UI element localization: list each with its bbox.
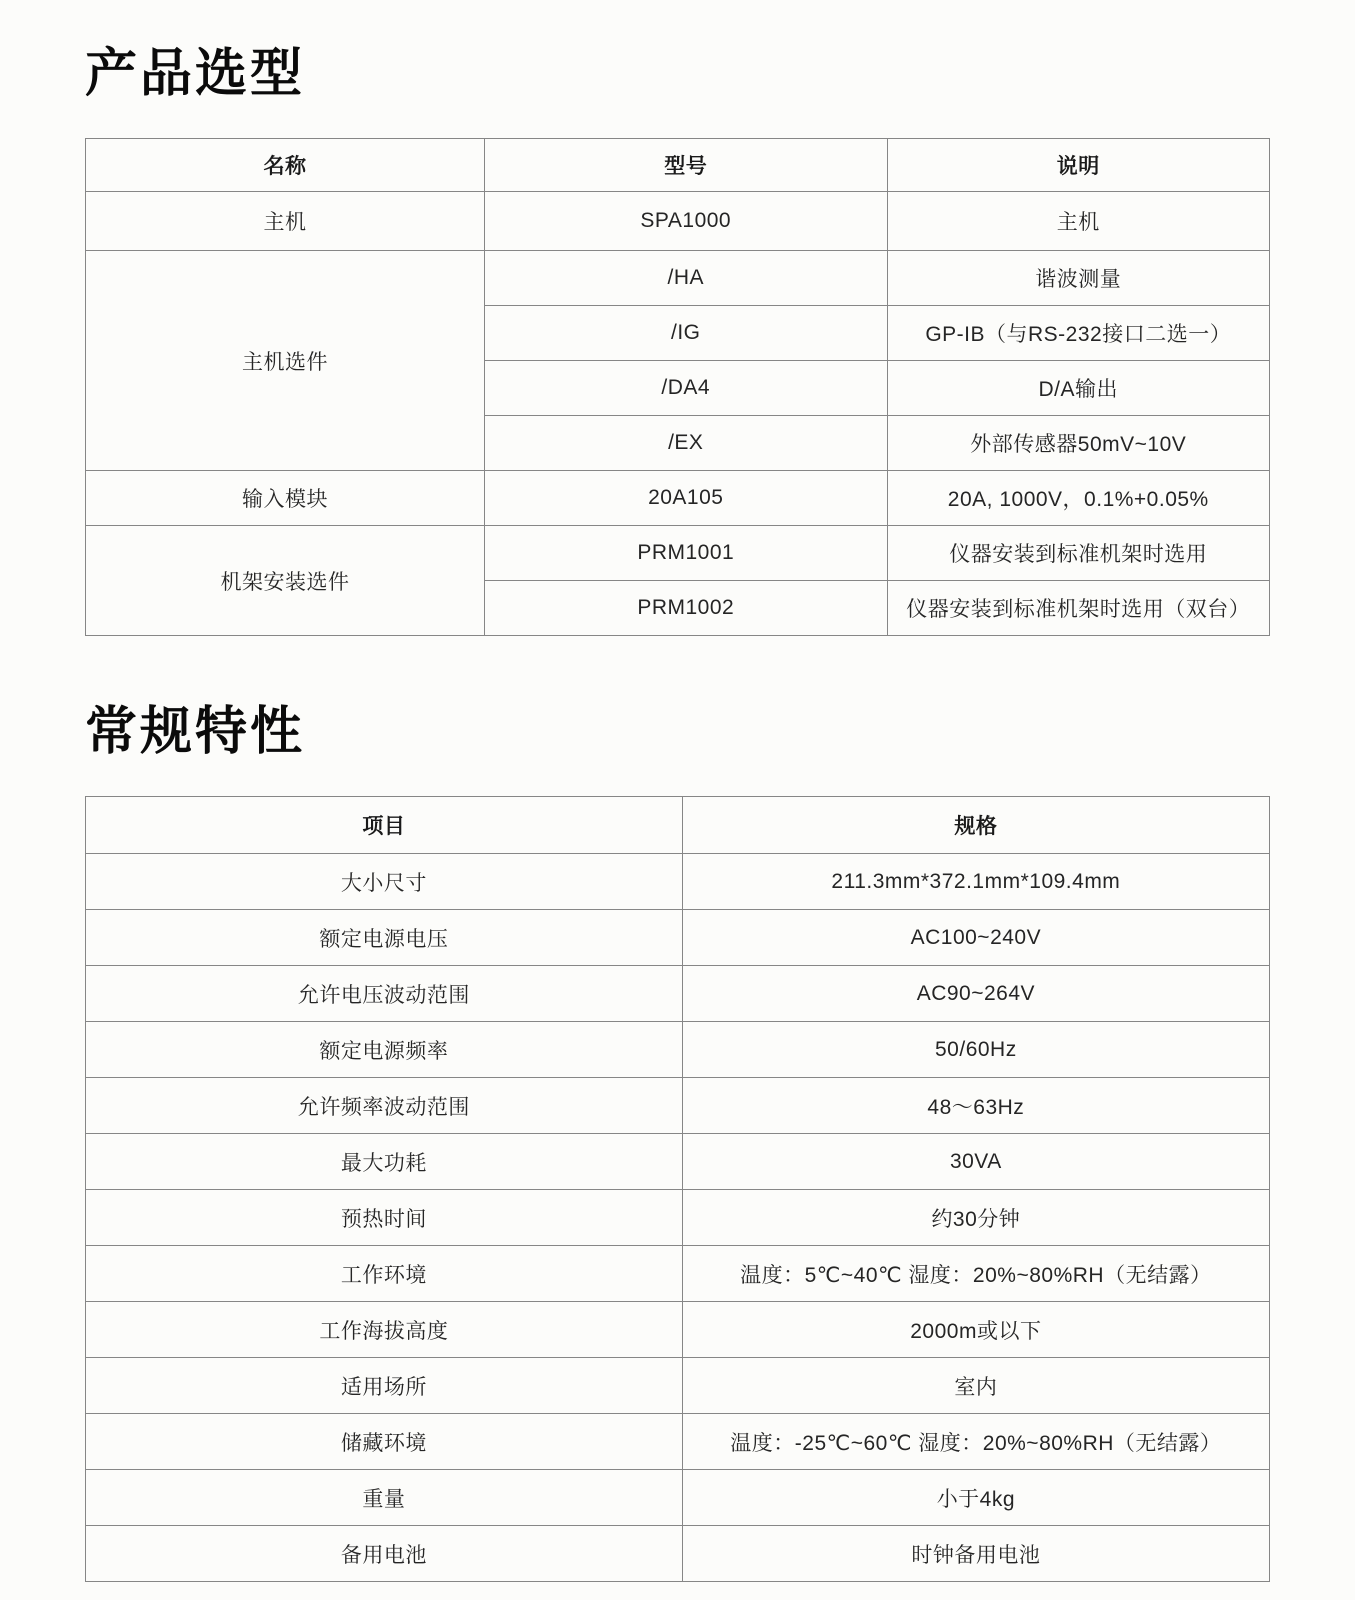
spec-item-cell: 允许电压波动范围 [86, 966, 683, 1022]
spec-row-operating-env [86, 1246, 1270, 1302]
spec-item-cell: 工作环境 [86, 1246, 683, 1302]
spec-value-cell: 约30分钟 [682, 1190, 1269, 1246]
spec-item-cell: 适用场所 [86, 1358, 683, 1414]
table-row-host-option [86, 251, 1270, 306]
rack-mount-desc-cell: 仪器安装到标准机架时选用（双台） [887, 581, 1269, 636]
spec-value-cell: AC90~264V [682, 966, 1269, 1022]
section-title-general-specs: 常规特性 [85, 703, 306, 761]
spec-value-cell: 48～63Hz [682, 1078, 1269, 1134]
rack-mount-name-cell: 机架安装选件 [86, 526, 485, 636]
host-option-desc-cell: 谐波测量 [887, 251, 1269, 306]
product-header-model: 型号 [485, 139, 888, 192]
rack-mount-desc-cell: 仪器安装到标准机架时选用 [887, 526, 1269, 581]
spec-item-cell: 大小尺寸 [86, 854, 683, 910]
host-model-cell: SPA1000 [485, 192, 888, 251]
spec-row-location [86, 1358, 1270, 1414]
spec-row-warmup-time [86, 1190, 1270, 1246]
spec-row-altitude [86, 1302, 1270, 1358]
host-option-model-cell: /IG [485, 306, 888, 361]
spec-row-max-power [86, 1134, 1270, 1190]
product-header-name: 名称 [86, 139, 485, 192]
spec-value-cell: 温度：5℃~40℃ 湿度：20%~80%RH（无结露） [682, 1246, 1269, 1302]
general-header-item: 项目 [86, 797, 683, 854]
spec-item-cell: 重量 [86, 1470, 683, 1526]
spec-item-cell: 最大功耗 [86, 1134, 683, 1190]
spec-item-cell: 额定电源电压 [86, 910, 683, 966]
host-option-model-cell: /EX [485, 416, 888, 471]
host-option-desc-cell: GP-IB（与RS-232接口二选一） [887, 306, 1269, 361]
host-options-name-cell: 主机选件 [86, 251, 485, 471]
product-selection-table [85, 138, 1270, 636]
general-table-header-row [86, 797, 1270, 854]
spec-value-cell: AC100~240V [682, 910, 1269, 966]
spec-item-cell: 额定电源频率 [86, 1022, 683, 1078]
spec-row-frequency-range [86, 1078, 1270, 1134]
host-option-desc-cell: 外部传感器50mV~10V [887, 416, 1269, 471]
spec-value-cell: 室内 [682, 1358, 1269, 1414]
spec-value-cell: 时钟备用电池 [682, 1526, 1269, 1582]
spec-item-cell: 备用电池 [86, 1526, 683, 1582]
spec-value-cell: 温度：-25℃~60℃ 湿度：20%~80%RH（无结露） [682, 1414, 1269, 1470]
spec-value-cell: 211.3mm*372.1mm*109.4mm [682, 854, 1269, 910]
spec-item-cell: 预热时间 [86, 1190, 683, 1246]
spec-item-cell: 储藏环境 [86, 1414, 683, 1470]
spec-row-size [86, 854, 1270, 910]
table-row-input-module [86, 471, 1270, 526]
spec-value-cell: 50/60Hz [682, 1022, 1269, 1078]
table-row-rack-mount [86, 526, 1270, 581]
input-module-model-cell: 20A105 [485, 471, 888, 526]
input-module-name-cell: 输入模块 [86, 471, 485, 526]
spec-row-rated-frequency [86, 1022, 1270, 1078]
section-title-product-selection: 产品选型 [85, 45, 306, 103]
spec-row-storage-env [86, 1414, 1270, 1470]
spec-item-cell: 允许频率波动范围 [86, 1078, 683, 1134]
spec-row-weight [86, 1470, 1270, 1526]
host-option-model-cell: /DA4 [485, 361, 888, 416]
spec-value-cell: 小于4kg [682, 1470, 1269, 1526]
spec-row-rated-voltage [86, 910, 1270, 966]
host-option-model-cell: /HA [485, 251, 888, 306]
host-option-desc-cell: D/A输出 [887, 361, 1269, 416]
rack-mount-model-cell: PRM1002 [485, 581, 888, 636]
host-desc-cell: 主机 [887, 192, 1269, 251]
rack-mount-model-cell: PRM1001 [485, 526, 888, 581]
product-table-header-row [86, 139, 1270, 192]
table-row-host [86, 192, 1270, 251]
spec-row-backup-battery [86, 1526, 1270, 1582]
product-header-desc: 说明 [887, 139, 1269, 192]
general-specs-table [85, 796, 1270, 1582]
general-header-spec: 规格 [682, 797, 1269, 854]
spec-row-voltage-range [86, 966, 1270, 1022]
input-module-desc-cell: 20A, 1000V，0.1%+0.05% [887, 471, 1269, 526]
spec-value-cell: 2000m或以下 [682, 1302, 1269, 1358]
host-name-cell: 主机 [86, 192, 485, 251]
spec-value-cell: 30VA [682, 1134, 1269, 1190]
spec-item-cell: 工作海拔高度 [86, 1302, 683, 1358]
